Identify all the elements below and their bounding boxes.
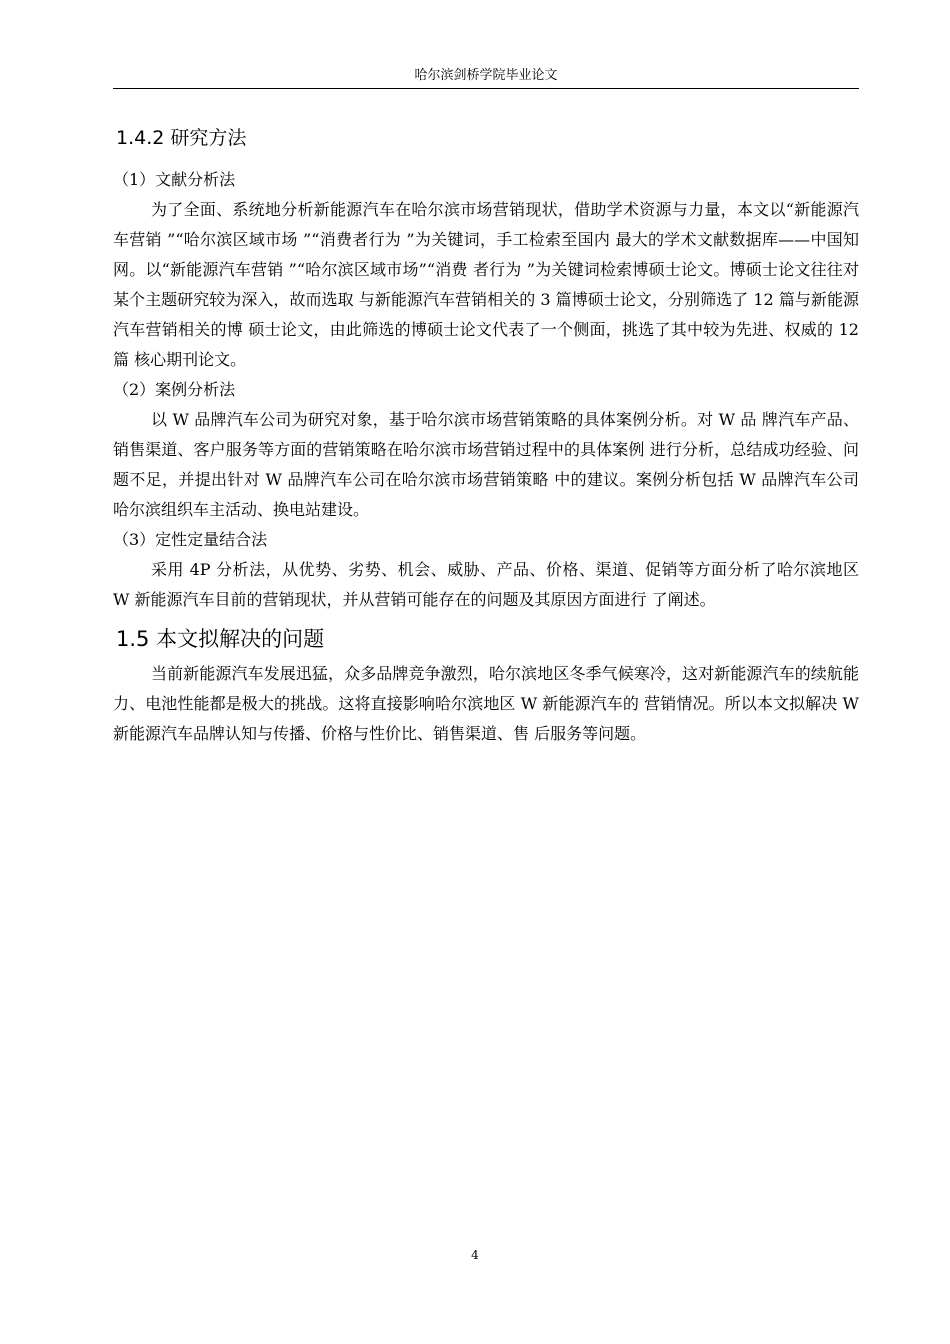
section-heading-1-5: 1.5 本文拟解决的问题 bbox=[116, 627, 325, 651]
method-2-label: （2）案例分析法 bbox=[113, 380, 236, 399]
section-1-5-paragraph: 当前新能源汽车发展迅猛，众多品牌竞争激烈，哈尔滨地区冬季气候寒冷，这对新能源汽车的续航能力、电池性能都是极大的挑战。这将直接影响哈尔滨地区 W 新能源汽车的 营销情况。所以本文拟解决 W 新能源汽车品牌认知与传播、价格与性价比、销售渠道、售 后服务等问题。 bbox=[113, 664, 859, 743]
method-3-paragraph: 采用 4P 分析法，从优势、劣势、机会、威胁、产品、价格、渠道、促销等方面分析了哈尔滨地区 W 新能源汽车目前的营销现状，并从营销可能存在的问题及其原因方面进行 了阐述。 bbox=[113, 560, 859, 609]
running-header: 哈尔滨剑桥学院毕业论文 bbox=[414, 68, 558, 83]
method-1-paragraph: 为了全面、系统地分析新能源汽车在哈尔滨市场营销现状，借助学术资源与力量，本文以“新能源汽车营销 ”“哈尔滨区域市场 ”“消费者行为 ”为关键词，手工检索至国内 最大的学术文献数据库——中国知网。以“新能源汽车营销 ”“哈尔滨区域市场”“消费 者行为 ”为关键词检索博硕士论文。博硕士论文往往对某个主题研究较为深入，故而选取 与新能源汽车营销相关的 3 篇博硕士论文，分别筛选了 12 篇与新能源汽车营销相关的博 硕士论文，由此筛选的博硕士论文代表了一个侧面，挑选了其中较为先进、权威的 12 篇 核心期刊论文。 bbox=[113, 200, 859, 369]
page-number: 4 bbox=[471, 1248, 479, 1262]
method-3-label: （3）定性定量结合法 bbox=[113, 530, 268, 549]
method-2-paragraph: 以 W 品牌汽车公司为研究对象，基于哈尔滨市场营销策略的具体案例分析。对 W 品 牌汽车产品、销售渠道、客户服务等方面的营销策略在哈尔滨市场营销过程中的具体案例 进行分析，总结成功经验、问题不足，并提出针对 W 品牌汽车公司在哈尔滨市场营销策略 中的建议。案例分析包括 W 品牌汽车公司哈尔滨组织车主活动、换电站建设。 bbox=[113, 410, 859, 519]
header-rule bbox=[113, 88, 859, 89]
section-heading-1-4-2: 1.4.2 研究方法 bbox=[116, 127, 247, 149]
method-1-label: （1）文献分析法 bbox=[113, 170, 236, 189]
page-body bbox=[113, 123, 859, 749]
